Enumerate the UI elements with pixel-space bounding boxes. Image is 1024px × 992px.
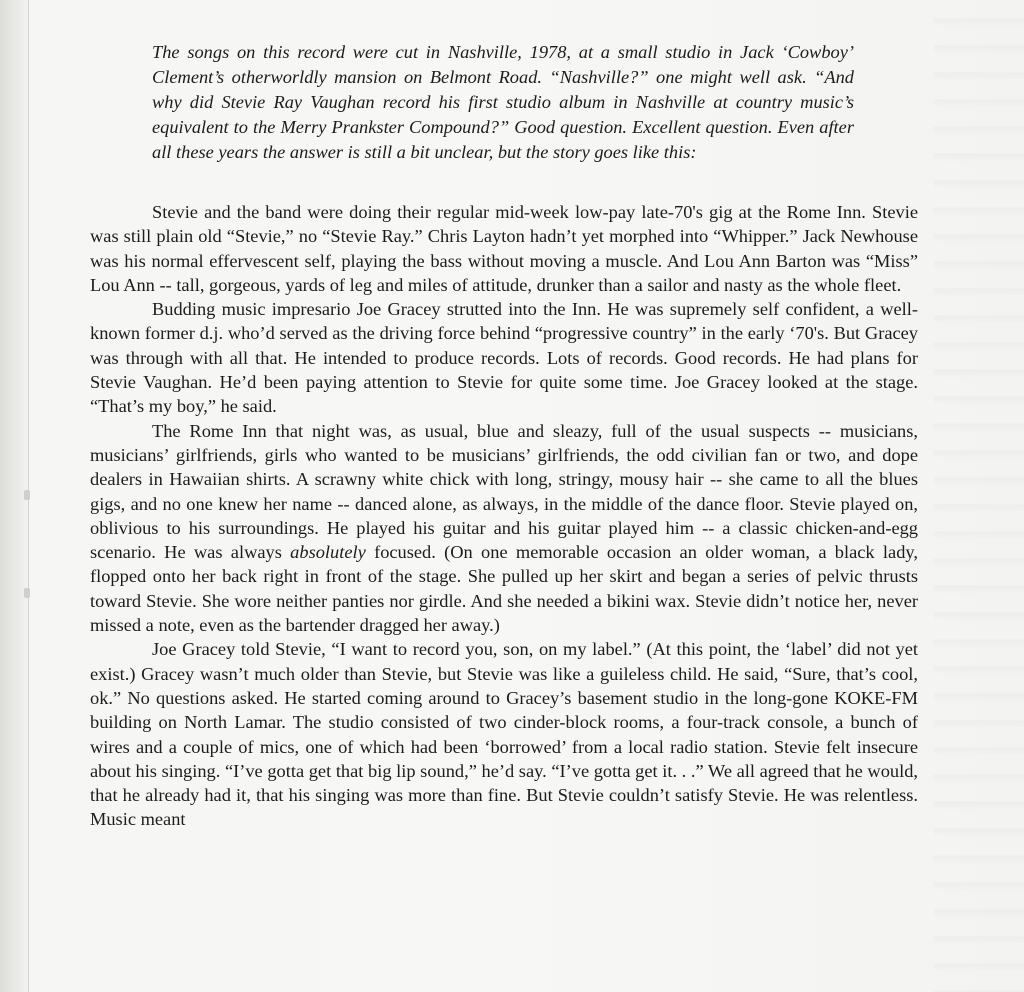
paragraph-text: focused. (On one memorable occasion an older woman, a black lady, flopped onto her back right in front of the stage. She pulled up her skirt and began a series of pelvic thrusts toward Stevie. She wore neither panties nor girdle. And she needed a bikini wax. Stevie didn’t notice her, never missed a note, even as the bartender dragged her away.) <box>90 542 918 636</box>
body-paragraph-4: Joe Gracey told Stevie, “I want to record you, son, on my label.” (At this point, the ‘label’ did not yet exist.) Gracey wasn’t much older than Stevie, but Stevie was like a guileless child. He said, “Sure, that’s cool, ok.” No questions asked. He started coming around to Gracey’s basement studio in the long-gone KOKE-FM building on North Lamar. The studio consisted of two cinder-block rooms, a four-track console, a bunch of wires and a couple of mics, one of which had been ‘borrowed’ from a local radio station. Stevie felt insecure about his singing. “I’ve gotta get that big lip sound,” he’d say. “I’ve gotta get it. . .” We all agreed that he would, that he already had it, that his singing was more than fine. But Stevie couldn’t satisfy Stevie. He was relentless. Music meant <box>90 639 918 830</box>
emphasized-word: absolutely <box>290 542 366 563</box>
body-paragraph-3 <box>90 419 918 638</box>
binding-staple-mark <box>24 490 30 500</box>
liner-notes-body <box>90 200 918 832</box>
page-binding <box>0 0 29 992</box>
body-paragraph-1: Stevie and the band were doing their regular mid-week low-pay late-70's gig at the Rome Inn. Stevie was still plain old “Stevie,” no “Stevie Ray.” Chris Layton hadn’t yet morphed into “Whipper.” Jack Newhouse was his normal effervescent self, playing the bass without moving a muscle. And Lou Ann Barton was “Miss” Lou Ann -- tall, gorgeous, yards of leg and miles of attitude, drunker than a sailor and nasty as the whole fleet. <box>90 202 918 295</box>
intro-italic-paragraph: The songs on this record were cut in Nashville, 1978, at a small studio in Jack ‘Cowboy’ Clement’s otherworldly mansion on Belmont Road. “Nashville?” one might well ask. “And why did Stevie Ray Vaughan record his first studio album in Nashville at country music’s equivalent to the Merry Prankster Compound?” Good question. Excellent question. Even after all these years the answer is still a bit unclear, but the story goes like this: <box>152 42 854 162</box>
bleed-through-shadow <box>934 0 1024 992</box>
body-paragraph-2: Budding music impresario Joe Gracey strutted into the Inn. He was supremely self confident, a well-known former d.j. who’d served as the driving force behind “progressive country” in the early ‘70's. But Gracey was through with all that. He intended to produce records. Lots of records. Good records. He had plans for Stevie Vaughan. He’d been paying attention to Stevie for quite some time. Joe Gracey looked at the stage. “That’s my boy,” he said. <box>90 299 918 417</box>
binding-staple-mark <box>24 588 30 598</box>
paragraph-text: The Rome Inn that night was, as usual, blue and sleazy, full of the usual suspects -- musicians, musicians’ girlfriends, girls who wanted to be musicians’ girlfriends, the odd civilian fan or two, and dope dealers in Hawaiian shirts. A scrawny white chick with long, stringy, mousy hair -- she came to all the blues gigs, and no one knew her name -- danced alone, as always, in the middle of the dance floor. Stevie played on, oblivious to his surroundings. He played his guitar and his guitar played him -- a classic chicken-and-egg scenario. He was always <box>90 420 918 563</box>
